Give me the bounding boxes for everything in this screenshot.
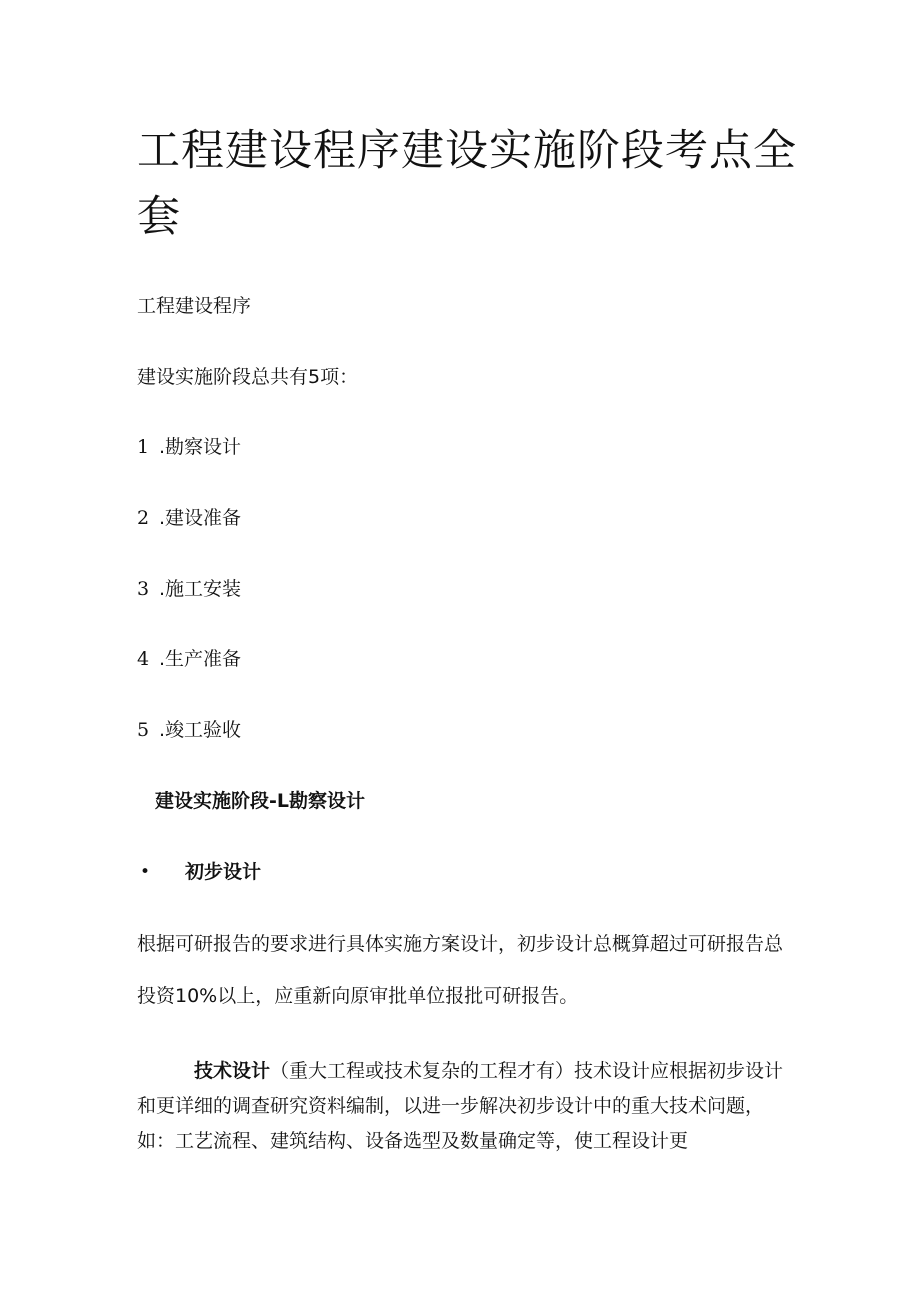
list-item-number: 4 (137, 648, 150, 670)
list-item-number: 2 (137, 507, 150, 529)
list-item-label: .生产准备 (159, 648, 242, 670)
list-item-label: .竣工验收 (159, 719, 242, 741)
intro-text: 建设实施阶段总共有5项： (137, 366, 359, 388)
list-item-label: .施工安装 (159, 578, 242, 600)
list-item (137, 434, 241, 460)
bullet-icon: • (140, 862, 151, 882)
section-heading: 建设实施阶段-L勘察设计 (155, 790, 365, 812)
list-item-label: .勘察设计 (159, 436, 242, 458)
list-item-label: .建设准备 (159, 507, 242, 529)
paragraph-body: （重大工程或技术复杂的工程才有）技术设计应根据初步设计和更详细的调查研究资料编制，以进一步解决初步设计中的重大技术问题，如：工艺流程、建筑结构、设备选型及数量确定等，使工程设计更 (137, 1060, 784, 1152)
document-title: 工程建设程序建设实施阶段考点全套 (137, 126, 797, 242)
subtitle: 工程建设程序 (137, 295, 252, 317)
paragraph-lead: 技术设计 (194, 1060, 271, 1082)
list-item (137, 576, 241, 602)
list-item-number: 1 (137, 436, 150, 458)
paragraph-technical-design (137, 1054, 787, 1159)
list-item (137, 505, 241, 531)
paragraph-preliminary-design: 根据可研报告的要求进行具体实施方案设计，初步设计总概算超过可研报告总投资10%以上，应重新向原审批单位报批可研报告。 (137, 933, 784, 1007)
bullet-label: 初步设计 (185, 861, 262, 883)
list-item (137, 646, 241, 672)
list-item (137, 717, 241, 743)
list-item-number: 5 (137, 719, 150, 741)
list-item-number: 3 (137, 578, 150, 600)
